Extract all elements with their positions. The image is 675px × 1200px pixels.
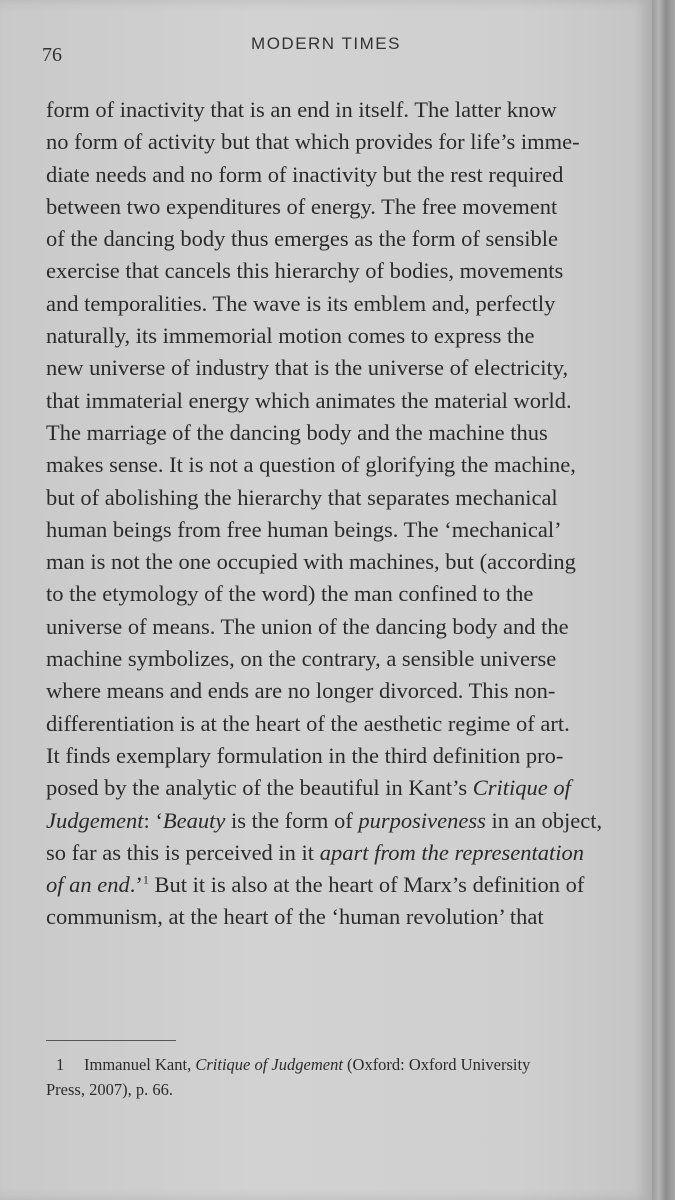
footnote [46,1052,646,1102]
footnote-marker[interactable]: 1 [142,872,149,887]
footnote-number: 1 [56,1055,65,1074]
text-line: no form of activity but that which provides for life’s imme- [46,129,580,155]
text-line: makes sense. It is not a question of glorifying the machine, [46,452,576,478]
text-line [46,869,652,901]
text-run: in an object, [485,807,603,833]
text-line: diate needs and no form of inactivity but the rest required [46,161,564,187]
text-run: is the form of [225,807,359,833]
text-line: human beings from free human beings. The ‘mechanical’ [46,516,562,542]
text-line: machine symbolizes, on the contrary, a sensible universe [46,646,557,672]
text-line: man is not the one occupied with machines, but (according [46,549,576,575]
emphasis-italic: purposiveness [358,807,486,833]
text-run: : ‘ [143,807,163,833]
text-line: of the dancing body thus emerges as the form of sensible [46,226,558,252]
text-run: so far as this is perceived in it [46,839,320,865]
text-line: form of inactivity that is an end in itself. The latter know [46,97,557,122]
footnote-line: Press, 2007), p. 66. [46,1080,173,1099]
page-number: 76 [42,44,62,66]
text-run: .’ [129,872,143,898]
text-line: and temporalities. The wave is its emblem and, perfectly [46,290,556,316]
text-run: But it is also at the heart of Marx’s definition of [148,872,585,898]
text-line: universe of means. The union of the dancing body and the [46,613,569,639]
emphasis-italic: apart from the representation [319,839,585,865]
book-title-italic: Judgement [46,807,144,833]
body-text [46,94,652,934]
text-line: The marriage of the dancing body and the machine thus [46,419,548,445]
text-line [46,837,652,869]
footnote-publisher: (Oxford: Oxford University [342,1055,531,1074]
footnote-divider [46,1040,176,1041]
text-run: posed by the analytic of the beautiful in Kant’s [46,775,473,801]
text-line: between two expenditures of energy. The free movement [46,193,558,219]
text-line: to the etymology of the word) the man confined to the [46,581,534,607]
running-head: MODERN TIMES [251,34,401,53]
text-line: naturally, its immemorial motion comes to express the [46,323,535,349]
text-line [46,772,652,804]
text-line: It finds exemplary formulation in the third definition pro- [46,742,564,768]
text-line: communism, at the heart of the ‘human revolution’ that [46,904,544,930]
text-line [46,805,652,837]
footnote-author: Immanuel Kant, [84,1055,196,1074]
text-line: but of abolishing the hierarchy that separates mechanical [46,484,558,510]
text-line: that immaterial energy which animates the material world. [46,387,572,413]
text-line: exercise that cancels this hierarchy of bodies, movements [46,258,564,284]
emphasis-italic: Beauty [162,807,226,833]
text-line: differentiation is at the heart of the aesthetic regime of art. [46,710,570,736]
emphasis-italic: of an end [46,872,130,898]
page-edge [652,0,675,1200]
text-line: where means and ends are no longer divorced. This non- [46,678,556,704]
text-line: new universe of industry that is the universe of electricity, [46,355,569,381]
footnote-line [46,1052,646,1077]
footnote-title-italic: Critique of Judgement [195,1055,343,1074]
book-title-italic: Critique of [472,775,571,801]
